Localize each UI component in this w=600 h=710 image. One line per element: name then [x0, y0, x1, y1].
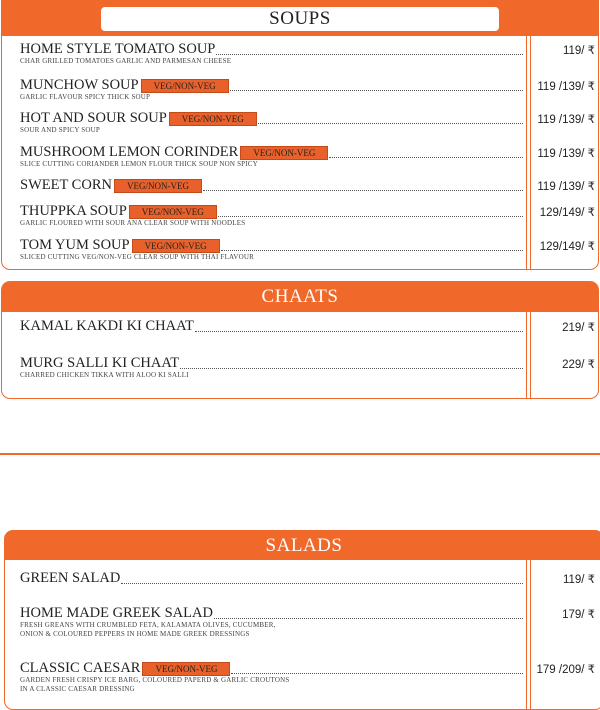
item-name-line: [20, 204, 525, 219]
dot-leader: [221, 249, 523, 251]
dot-leader: [121, 582, 523, 584]
veg-nonveg-badge: VEG/NON-VEG: [142, 662, 230, 676]
item-name: GREEN SALAD: [20, 570, 121, 586]
veg-nonveg-badge: VEG/NON-VEG: [129, 205, 217, 219]
item-description: GARLIC FLOURED WITH SOUR ANA CLEAR SOUP WITH NOODLES: [20, 219, 246, 227]
menu-item: [20, 145, 525, 169]
menu-item: [20, 319, 525, 334]
item-name: MUNCHOW SOUP: [20, 77, 139, 93]
chaats-title: CHAATS: [2, 282, 598, 312]
dot-leader: [216, 53, 523, 55]
item-name-line: [20, 178, 525, 193]
dot-leader: [214, 617, 523, 619]
chaats-card: [1, 281, 599, 399]
dot-leader: [180, 367, 523, 369]
veg-nonveg-badge: VEG/NON-VEG: [141, 79, 229, 93]
soups-header: [2, 0, 598, 36]
item-description: CHAR GRILLED TOMATOES GARLIC AND PARMESAN CHEESE: [20, 57, 232, 65]
item-price: 119 /139/ ₹: [537, 81, 595, 93]
dot-leader: [329, 156, 523, 158]
item-name-line: [20, 661, 525, 676]
item-name-line: [20, 571, 525, 586]
menu-item: [20, 606, 525, 639]
menu-item: [20, 178, 525, 193]
veg-nonveg-badge: VEG/NON-VEG: [132, 239, 220, 253]
item-name: HOME MADE GREEK SALAD: [20, 605, 213, 621]
item-description: SOUR AND SPICY SOUP: [20, 126, 100, 134]
veg-nonveg-badge: VEG/NON-VEG: [240, 146, 328, 160]
item-description: IN A CLASSIC CAESAR DRESSING: [20, 685, 135, 693]
item-price: 229/ ₹: [562, 359, 595, 371]
dot-leader: [218, 215, 523, 217]
divider-line: [0, 453, 600, 455]
item-name: HOT AND SOUR SOUP: [20, 110, 167, 126]
item-price: 119/ ₹: [562, 45, 595, 57]
item-name: TOM YUM SOUP: [20, 237, 130, 253]
item-price: 219/ ₹: [562, 322, 595, 334]
item-name: CLASSIC CAESAR: [20, 660, 141, 676]
item-name: MURG SALLI KI CHAAT: [20, 355, 180, 371]
item-price: 119 /139/ ₹: [537, 114, 595, 126]
menu-item: [20, 356, 525, 380]
dot-leader: [230, 89, 523, 91]
item-price: 119 /139/ ₹: [537, 148, 595, 160]
item-name-line: [20, 78, 525, 93]
soups-title: SOUPS: [101, 7, 499, 31]
menu-item: [20, 571, 525, 586]
item-price: 119 /139/ ₹: [537, 181, 595, 193]
item-description: ONION & COLOURED PEPPERS IN HOME MADE GREEK DRESSINGS: [20, 630, 250, 638]
item-price: 179 /209/ ₹: [536, 664, 595, 676]
item-price: 129/149/ ₹: [539, 241, 595, 253]
item-name-line: [20, 606, 525, 621]
item-name-line: [20, 111, 525, 126]
menu-item: [20, 78, 525, 102]
item-description: FRESH GREANS WITH CRUMBLED FETA, KALAMATA OLIVES, CUCUMBER,: [20, 621, 276, 629]
menu-item: [20, 42, 525, 66]
item-name: KAMAL KAKDI KI CHAAT: [20, 318, 194, 334]
menu-item: [20, 111, 525, 135]
item-price: 119/ ₹: [562, 574, 595, 586]
item-name: SWEET CORN: [20, 177, 112, 193]
dot-leader: [203, 189, 523, 191]
item-description: CHARRED CHICKEN TIKKA WITH ALOO KI SALLI: [20, 371, 189, 379]
item-description: GARLIC FLAVOUR SPICY THICK SOUP: [20, 93, 151, 101]
dot-leader: [231, 672, 523, 674]
salads-title: SALADS: [5, 531, 600, 560]
veg-nonveg-badge: VEG/NON-VEG: [169, 112, 257, 126]
veg-nonveg-badge: VEG/NON-VEG: [114, 179, 202, 193]
dot-leader: [258, 122, 523, 124]
item-price: 129/149/ ₹: [539, 207, 595, 219]
item-name: THUPPKA SOUP: [20, 203, 127, 219]
menu-item: [20, 204, 525, 228]
item-name-line: [20, 145, 525, 160]
item-description: GARDEN FRESH CRISPY ICE BARG, COLOURED PAPERD & GARLIC CROUTONS: [20, 676, 290, 684]
item-price: 179/ ₹: [562, 609, 595, 621]
item-name: MUSHROOM LEMON CORINDER: [20, 144, 239, 160]
item-name-line: [20, 319, 525, 334]
item-name-line: [20, 238, 525, 253]
item-name-line: [20, 42, 525, 57]
menu-item: [20, 661, 525, 694]
menu-item: [20, 238, 525, 262]
dot-leader: [195, 330, 523, 332]
item-description: SLICED CUTTING VEG/NON-VEG CLEAR SOUP WITH THAI FLAVOUR: [20, 253, 255, 261]
item-description: SLICE CUTTING CORIANDER LEMON FLOUR THICK SOUP NON SPICY: [20, 160, 258, 168]
item-name: HOME STYLE TOMATO SOUP: [20, 41, 216, 57]
item-name-line: [20, 356, 525, 371]
